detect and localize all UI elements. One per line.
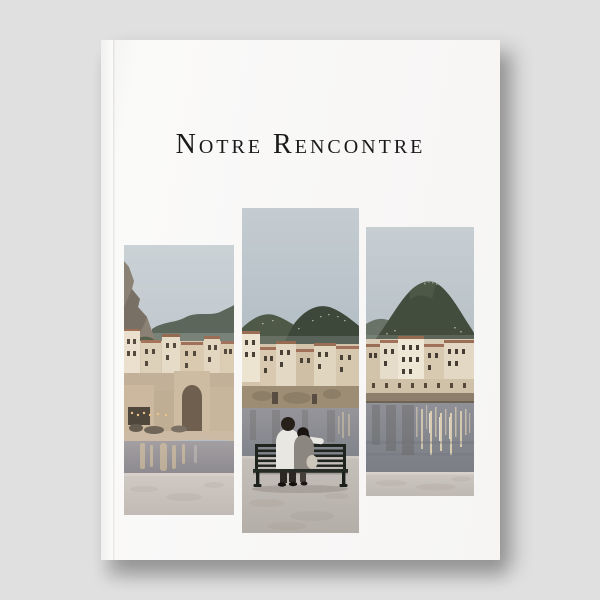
panel-center-photo: [242, 208, 359, 533]
panel-left-photo: [124, 245, 234, 515]
town-buildings: [366, 336, 474, 403]
collage-panel-left: [124, 245, 234, 515]
collage-panel-right: [366, 227, 474, 496]
book-spine-line: [113, 40, 115, 560]
couple-legs: [278, 472, 308, 487]
bench-shadow: [252, 485, 348, 493]
book-title: Notre Rencontre: [175, 128, 426, 160]
town-buildings: [124, 329, 234, 433]
harbor-water: [366, 403, 474, 472]
book-spine-edge: [101, 40, 113, 560]
panel-right-photo: [366, 227, 474, 496]
quay-pavement: [366, 472, 474, 496]
book-cover: [101, 40, 500, 560]
quay-pavement: [124, 473, 234, 515]
harbor-water: [124, 441, 234, 473]
collage-panel-center: [242, 208, 359, 533]
